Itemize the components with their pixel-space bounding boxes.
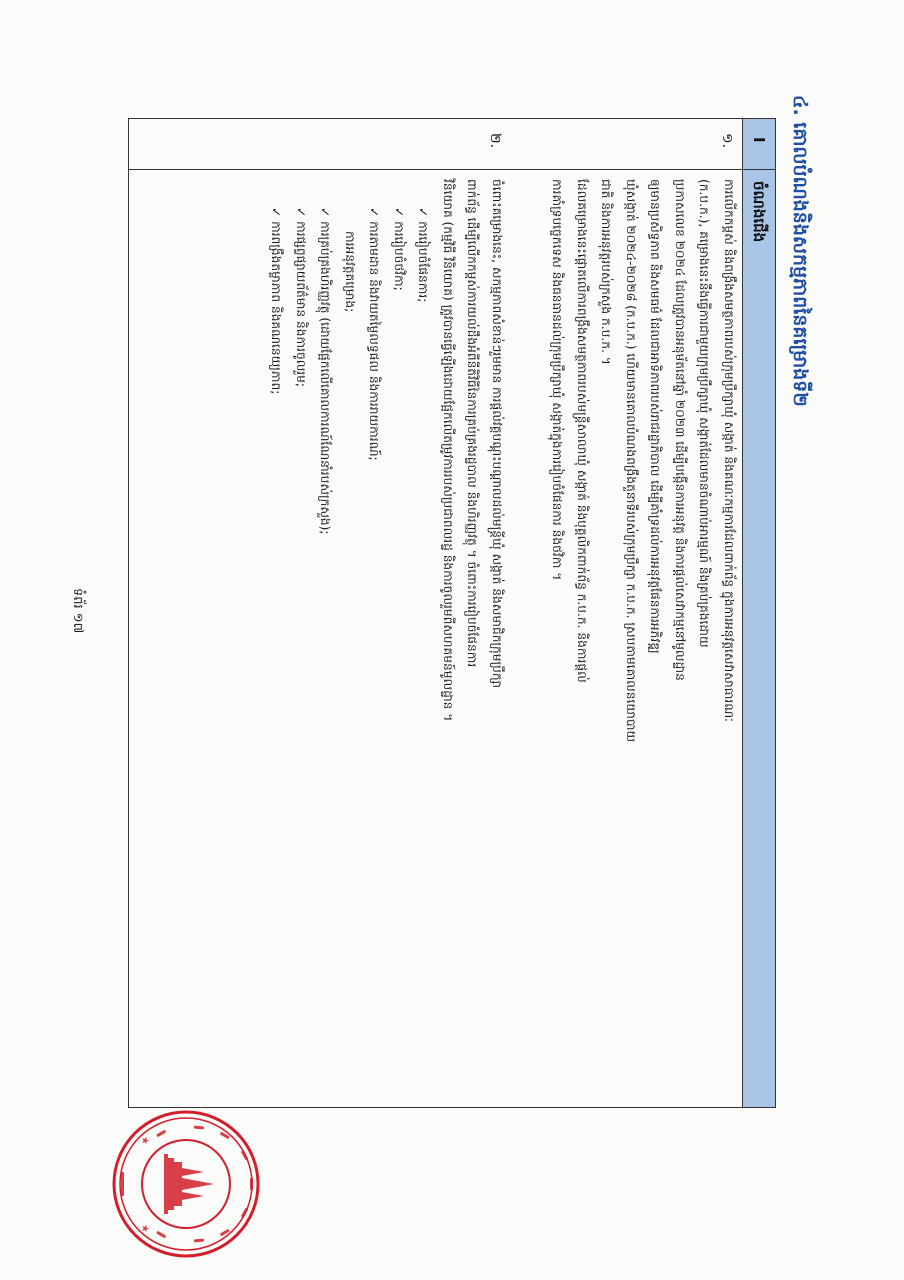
section-heading: ៤. គោលបំណងនិងសកម្មភាពនៃគម្រោងទី២ — [789, 95, 811, 407]
row-1-line: ការគាំទ្របច្ចេកទេស និងធនធានដល់ក្រុមប្រឹក្សាឃុំ សង្កាត់ក្នុងការរៀបចំផែនការ និងថវិកា ។ — [550, 179, 565, 581]
header-col-title: ចំណងជើង — [750, 181, 768, 243]
row-number-2: ២. — [487, 133, 503, 149]
row-1-line: ឲ្យមានប្រសិទ្ធភាព និងសមធម៌ ដែលជាអាទិភាពរបស់រាជរដ្ឋាភិបាល ដើម្បីគាំទ្រដល់ការអនុវត្តផែនការអភិវឌ្ឍ — [648, 179, 663, 654]
row-2-line: វិនិយោគ (កម្មវិធី វិនិយោគ) ត្រូវបានធ្វើឡើងដោយផ្អែកលើតម្រូវការរបស់ប្រជាពលរដ្ឋ និងការចូលរួមពីសហគមន៍មូលដ្ឋាន ។ — [441, 179, 455, 722]
row-2-bullet: ✓ ការរៀបចំផែនការ; — [416, 207, 431, 303]
row-2-subline: ការអនុវត្តគម្រោង; — [343, 231, 357, 313]
row-1-line: (ក.ប.ក.), គម្រោងនេះនឹងធ្វើការជាមួយក្រុមប្រឹក្សាឃុំ សង្កាត់ដែលមានចំណាប់អារម្មណ៍ និងគ្រប់គ្រងដោយ — [697, 179, 712, 648]
row-1-text — [545, 179, 741, 1097]
column-divider — [129, 169, 775, 170]
row-1-line: ឃុំសង្កាត់ ២០២៤-២០២៨ (ក.ប.ក.) ហើយមានគោលបំណងពង្រឹងតួនាទីរបស់ក្រុមប្រឹក្សា ក.ប.ក. ស្របតាមគោលនយោបាយ — [624, 179, 638, 743]
row-2-bullet: ✓ ការតាមដាន និងវាយតម្លៃលទ្ធផល និងការរាយការណ៍; — [367, 207, 382, 461]
svg-text:★: ★ — [139, 1224, 150, 1233]
row-2-line: ចំពោះគម្រោងនេះ, សកម្មភាពសំខាន់ៗរួមមាន ការផ្តល់វគ្គបណ្តុះបណ្តាលដល់មន្ត្រីឃុំ សង្កាត់ និងសមាជិកក្រុមប្រឹក្សា — [490, 179, 504, 688]
row-2-line: ពាក់ព័ន្ធ ដើម្បីលើកកម្ពស់ការយល់ដឹងអំពីនីតិវិធីនៃការគ្រប់គ្រងរដ្ឋបាល និងហិរញ្ញវត្ថុ ។ ចំពោះការរៀបចំផែនការ — [465, 179, 480, 668]
row-2-bullet: ✓ ការរៀបចំថវិកា; — [392, 207, 406, 291]
header-col-number: I — [750, 137, 768, 143]
row-2-bullet: ✓ ការគ្រប់គ្រងហិរញ្ញវត្ថុ (ដោយផ្អែកលើគោលការណ៍ណែនាំរបស់ក្រសួង); — [318, 207, 333, 535]
content-table — [128, 118, 776, 1108]
row-1-line: ការលើកកម្ពស់ និងពង្រឹងសមត្ថភាពរបស់ក្រុមប្រឹក្សាឃុំ សង្កាត់ និងគណៈកម្មការដែលពាក់ព័ន្ធ ក្នុងការអនុវត្តសេវាសាធារណៈ — [722, 179, 736, 722]
row-1-line: ដែលគម្រោងនេះផ្តោតលើការពង្រឹងសមត្ថភាពរបស់មន្ត្រីសាលាឃុំ សង្កាត់ និងបុគ្គលិកពាក់ព័ន្ធ ក.ប.ក. និងការផ្តល់ — [575, 179, 589, 683]
row-1-line: ប្រកាសលេខ ២០២៤ ដែលត្រូវបានអនុម័តនៅឆ្នាំ ២០២៣ ដើម្បីបង្កើនការអនុវត្ត និងការផ្តល់សេវាកម្មនៅមូលដ្ឋាន — [673, 179, 687, 681]
table-header — [742, 119, 775, 1107]
row-2-bullet: ✓ ការពង្រឹងតម្លាភាព និងគណនេយ្យភាព; — [269, 207, 284, 395]
svg-text:★: ★ — [139, 1136, 150, 1145]
official-seal-icon — [110, 1108, 262, 1260]
page-number: ទំព័រ ១៧ — [70, 588, 85, 634]
row-2-text — [264, 179, 509, 1097]
row-number-1: ១. — [719, 133, 735, 149]
row-1-line: ជាតិ និងការអនុវត្តរបស់ក្រសួង ក.ប.ក. ។ — [599, 179, 614, 365]
row-2-bullet: ✓ ការផ្សព្វផ្សាយព័ត៌មាន និងការចូលរួម; — [294, 207, 308, 388]
